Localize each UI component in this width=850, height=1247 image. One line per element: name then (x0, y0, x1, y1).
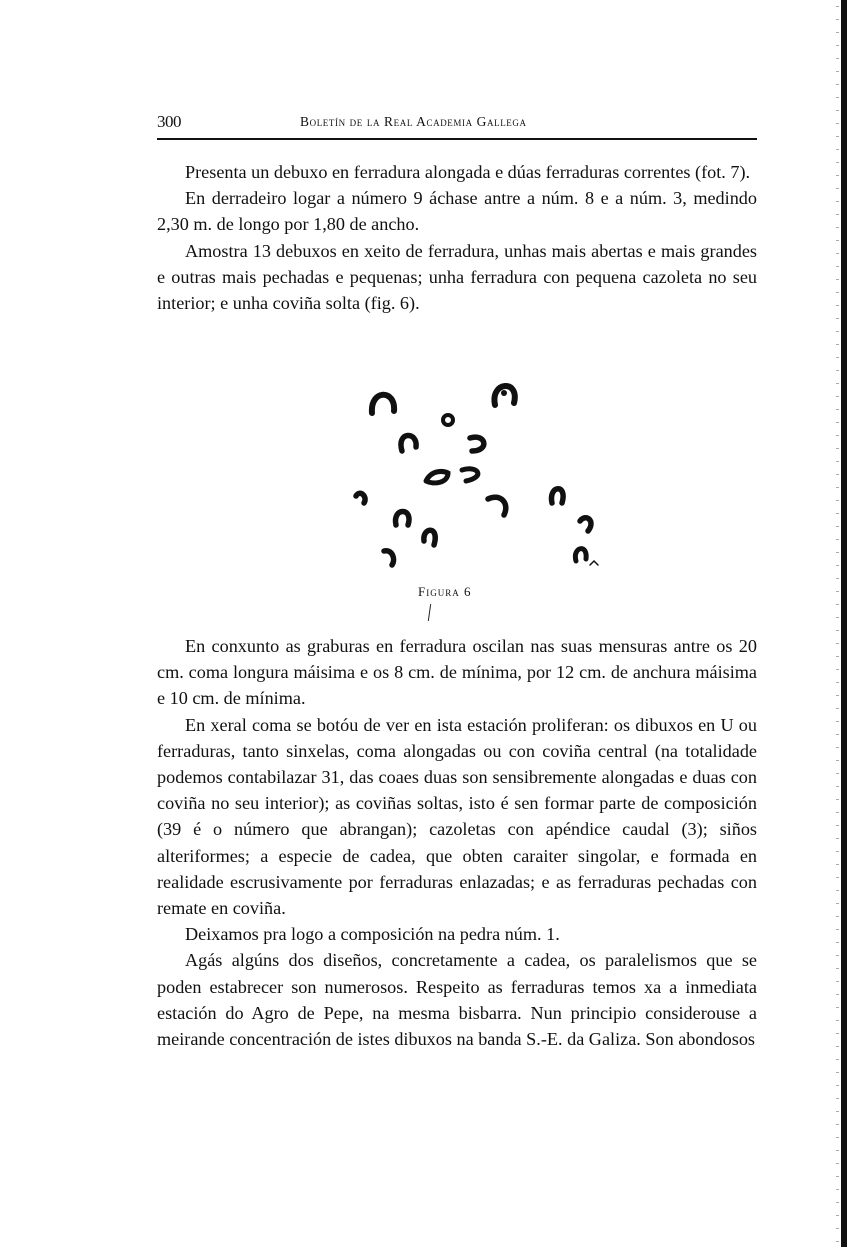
running-title: Boletín de la Real Academia Gallega (300, 114, 527, 129)
figure-6-horseshoe-engravings (340, 375, 600, 575)
header-rule (157, 138, 757, 140)
paragraph: Agás algúns dos diseños, concretamente a cadea, os paralelismos que se poden estabrecer son numerosos. Respeito as ferraduras temos xa a inmediata estación do Agro de Pepe, na mesma bisbarra. Nun principio considerouse a meirande concentración de istes dibuxos na banda S.-E. da Galiza. Son abondosos (157, 950, 757, 1050)
paragraph: Presenta un debuxo en ferradura alongada e dúas ferraduras correntes (fot. 7). (185, 162, 751, 182)
running-header (157, 110, 757, 136)
binding-shadow-speckle (836, 0, 839, 1247)
paragraph: En conxunto as graburas en ferradura oscilan nas suas mensuras antre os 20 cm. coma longura máisima e os 8 cm. de mínima, por 12 cm. de anchura máisima e 10 cm. de mínima. (157, 636, 757, 709)
horseshoe-engravings-drawing (340, 375, 600, 575)
paragraph: Deixamos pra logo a composición na pedra núm. 1. (185, 924, 560, 945)
binding-shadow (841, 0, 847, 1247)
figure-caption: Figura 6 (418, 584, 472, 599)
scan-artifact-mark (428, 604, 432, 621)
paragraph: En derradeiro logar a número 9 áchase antre a núm. 8 e a núm. 3, medindo 2,30 m. de longo por 1,80 de ancho. (157, 188, 757, 235)
page-number: 300 (157, 112, 181, 131)
text-block-bottom (157, 633, 757, 1052)
paragraph: Amostra 13 debuxos en xeito de ferradura, unhas mais abertas e mais grandes e outras mais pechadas e pequenas; unha ferradura con pequena cazoleta no seu interior; e unha coviña solta (fig. 6). (157, 240, 757, 314)
text-block-top (157, 159, 757, 316)
paragraph: En xeral coma se botóu de ver en ista estación proliferan: os dibuxos en U ou ferraduras, tanto sinxelas, coma alongadas ou con coviña central (na totalidade podemos contabilazar 31, das coaes duas son sensibremente alongadas e duas con coviña no seu interior); as coviñas soltas, isto é sen formar parte de composición (39 é o número que abrangan); cazoletas con apéndice caudal (3); siños alteriformes; a especie de cadea, que obten caraiter singolar, e formada en realidade escrusivamente por ferraduras enlazadas; e as ferraduras pechadas con remate en coviña. (157, 714, 757, 919)
